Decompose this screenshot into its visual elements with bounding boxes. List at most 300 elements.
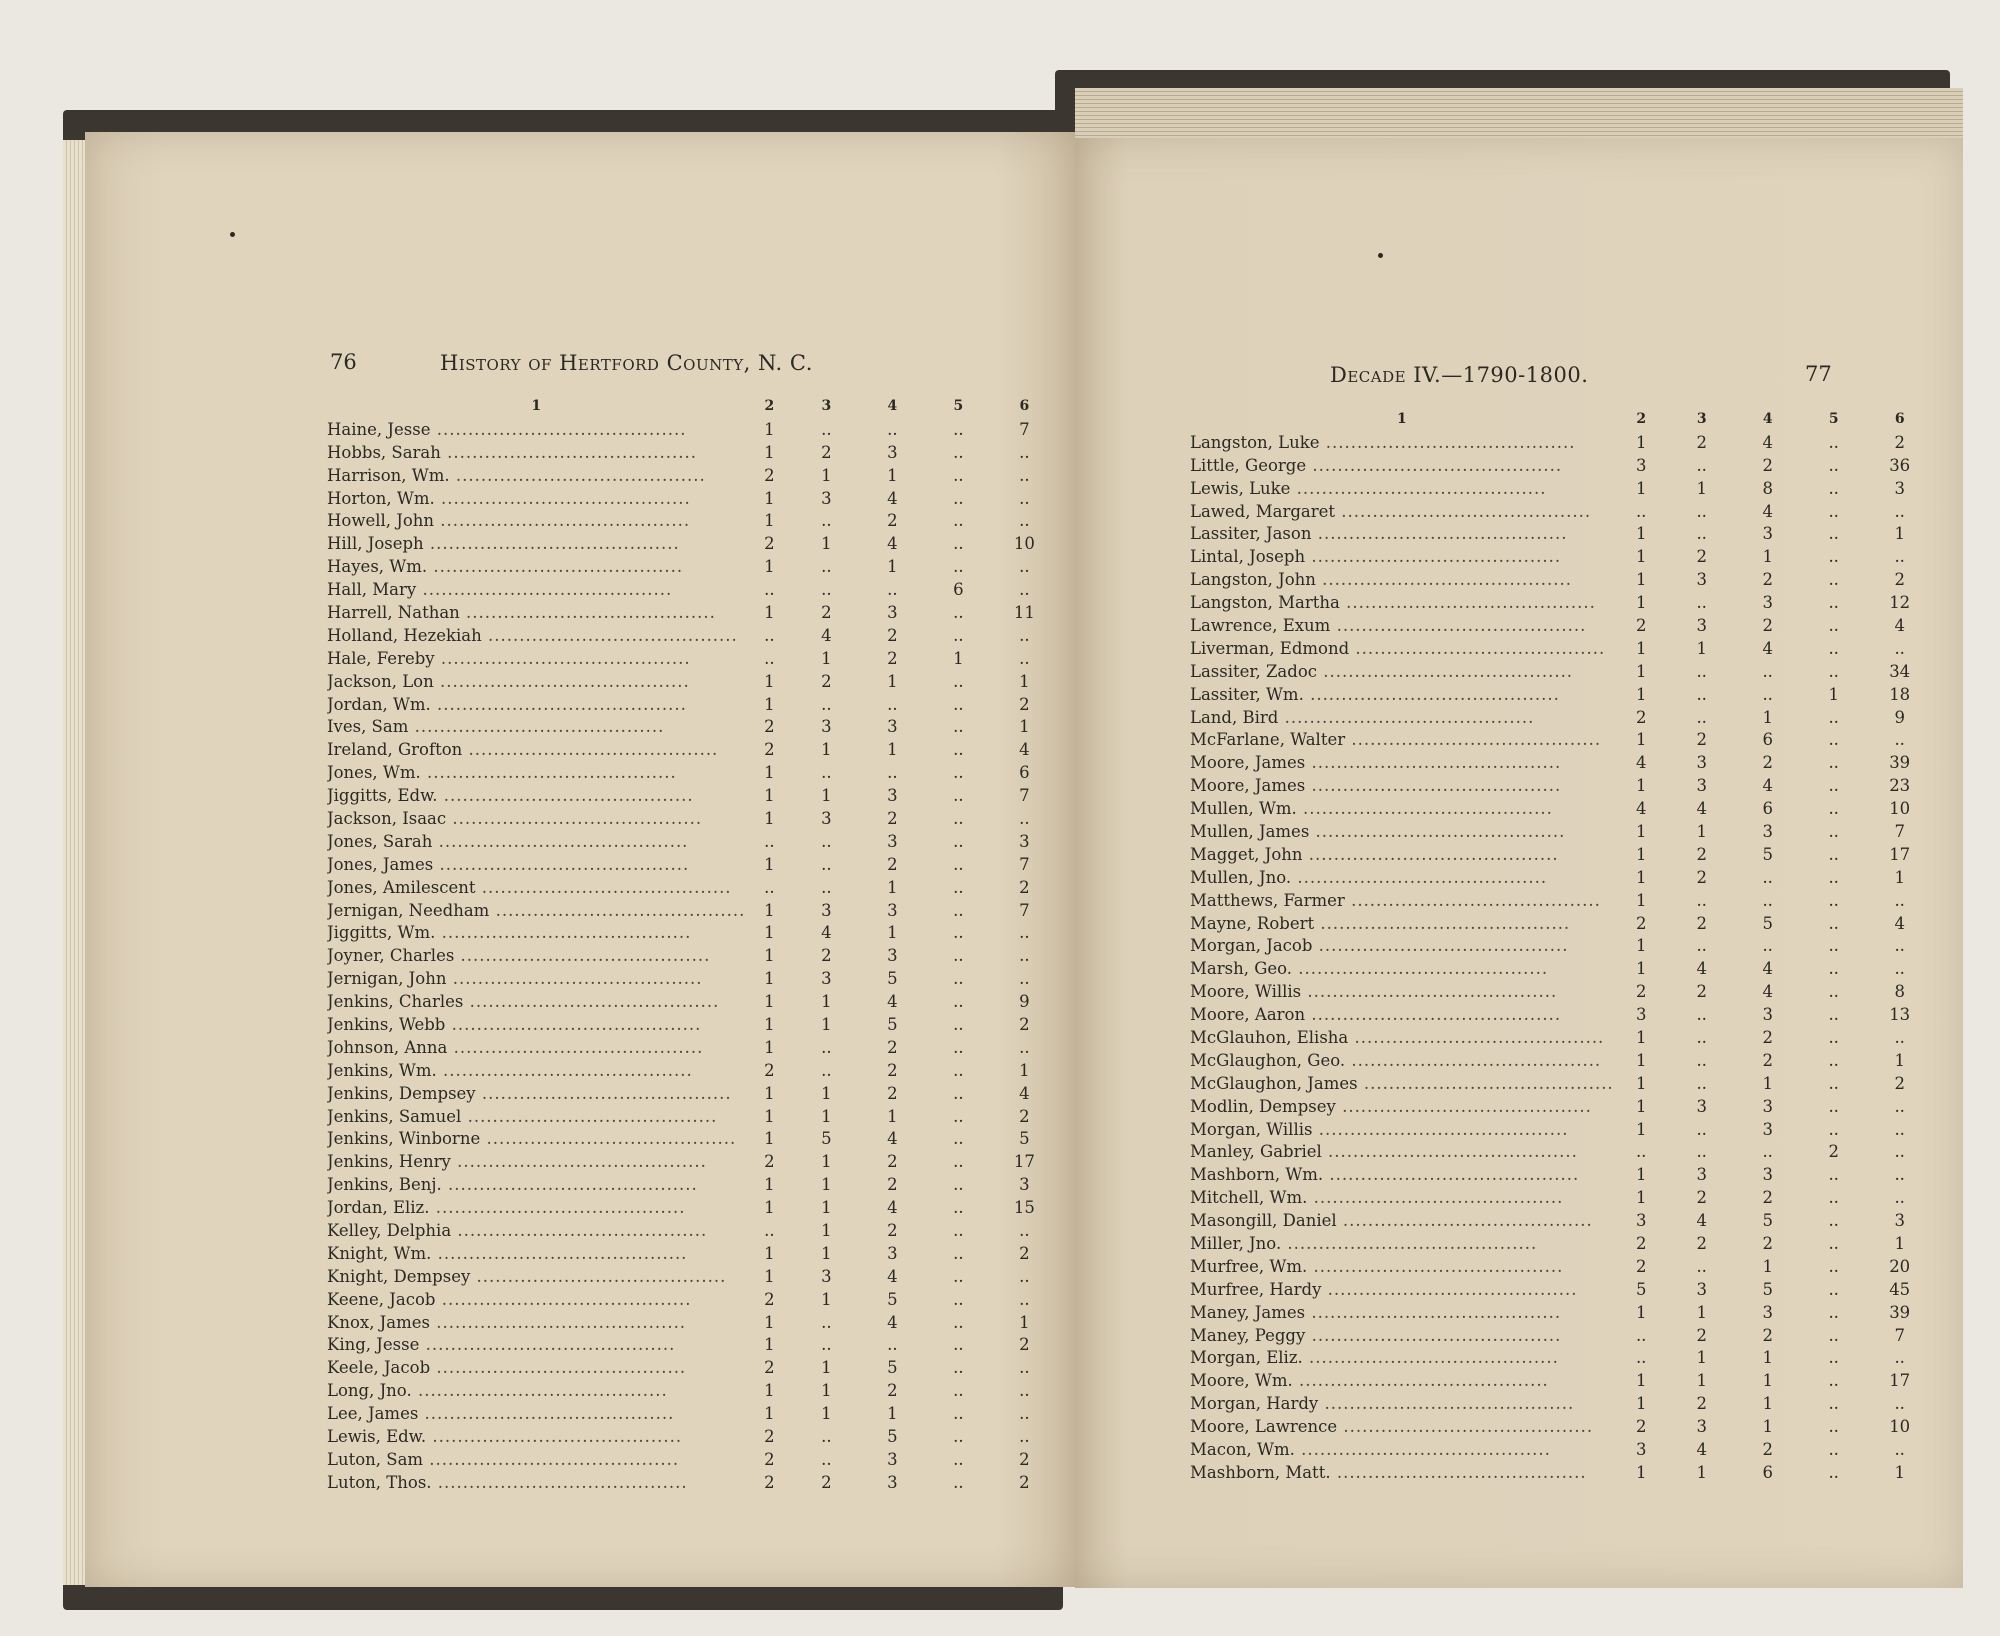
name-cell xyxy=(1190,934,1614,957)
count-cell: 15 xyxy=(1013,1198,1035,1218)
count-cell: 3 xyxy=(1696,1417,1707,1437)
count-cell: 2 xyxy=(1019,1243,1030,1263)
leader-dots: ........................................ xyxy=(1309,821,1566,841)
leader-dots: ........................................ xyxy=(1357,1073,1614,1093)
name-cell xyxy=(1190,477,1614,500)
count-cell: .. xyxy=(1894,1188,1905,1208)
person-name: Knox, James xyxy=(327,1312,431,1332)
table-row xyxy=(1190,545,1933,568)
count-cell: 4 xyxy=(887,1266,898,1286)
table-row xyxy=(1190,706,1933,729)
count-cell: 6 xyxy=(1762,1462,1773,1482)
table-row xyxy=(327,967,1057,990)
table-row xyxy=(327,944,1057,967)
column-header: 2 xyxy=(1636,411,1647,428)
name-cell xyxy=(1190,1392,1614,1415)
count-cell: 3 xyxy=(1762,593,1773,613)
count-cell: .. xyxy=(1019,557,1030,577)
count-cell: 1 xyxy=(764,1198,775,1218)
table-row xyxy=(1190,866,1933,889)
count-cell: 2 xyxy=(1019,877,1030,897)
person-name: Jackson, Lon xyxy=(327,671,434,691)
count-cell: .. xyxy=(953,969,964,989)
table-row xyxy=(327,899,1057,922)
count-cell: .. xyxy=(821,831,832,851)
table-row xyxy=(327,807,1057,830)
count-cell: 1 xyxy=(764,969,775,989)
count-cell: 1 xyxy=(1635,593,1647,613)
column-header: 3 xyxy=(1696,411,1707,428)
count-cell: 3 xyxy=(1696,570,1707,590)
count-cell: 1 xyxy=(764,1014,775,1034)
count-cell: .. xyxy=(887,580,898,600)
person-name: Haine, Jesse xyxy=(327,419,431,439)
table-row xyxy=(327,464,1057,487)
name-cell xyxy=(1190,1003,1614,1026)
person-name: Moore, Lawrence xyxy=(1190,1417,1338,1437)
name-cell xyxy=(1190,957,1614,980)
person-name: Jernigan, John xyxy=(327,969,447,989)
count-cell: .. xyxy=(1019,1381,1030,1401)
count-cell: 2 xyxy=(887,854,898,874)
person-name: Marsh, Geo. xyxy=(1190,959,1293,979)
table-row xyxy=(327,1425,1057,1448)
count-cell: 39 xyxy=(1889,753,1911,773)
count-cell: 34 xyxy=(1889,661,1911,681)
count-cell: 5 xyxy=(887,1289,898,1309)
right-page-edges xyxy=(1075,88,1963,143)
count-cell: 5 xyxy=(821,1129,832,1149)
count-cell: 1 xyxy=(887,923,898,943)
count-cell: 20 xyxy=(1889,1256,1911,1276)
count-cell: 1 xyxy=(764,946,775,966)
count-cell: 1 xyxy=(953,648,964,668)
count-cell: .. xyxy=(953,602,964,622)
name-cell xyxy=(1190,797,1614,820)
count-cell: 9 xyxy=(1019,992,1030,1012)
table-row xyxy=(1190,1049,1933,1072)
leader-dots: ........................................ xyxy=(430,1358,687,1378)
count-cell: .. xyxy=(1828,799,1839,819)
count-cell: .. xyxy=(1828,730,1839,750)
count-cell: .. xyxy=(953,1037,964,1057)
table-row xyxy=(327,1356,1057,1379)
count-cell: 39 xyxy=(1889,1302,1911,1322)
column-header: 5 xyxy=(1828,411,1839,428)
leader-dots: ........................................ xyxy=(1302,1348,1559,1368)
table-row xyxy=(327,1196,1057,1219)
table-row xyxy=(1190,797,1933,820)
leader-dots: ........................................ xyxy=(1335,1096,1592,1116)
name-cell xyxy=(1190,1118,1614,1141)
name-cell xyxy=(1190,1255,1614,1278)
count-cell: 1 xyxy=(764,442,775,462)
name-cell xyxy=(1190,728,1614,751)
count-cell: 2 xyxy=(1019,1106,1030,1126)
name-cell xyxy=(327,670,745,693)
leader-dots: ........................................ xyxy=(426,1427,683,1447)
count-cell: 1 xyxy=(764,1175,775,1195)
count-cell: 17 xyxy=(1889,1371,1911,1391)
count-cell: 1 xyxy=(821,786,832,806)
table-row xyxy=(327,1036,1057,1059)
person-name: Murfree, Wm. xyxy=(1190,1256,1308,1276)
leader-dots: ........................................ xyxy=(454,946,711,966)
name-cell xyxy=(327,487,745,510)
person-name: Moore, James xyxy=(1190,776,1306,796)
leader-dots: ........................................ xyxy=(451,1221,708,1240)
count-cell: .. xyxy=(953,1152,964,1172)
count-cell: .. xyxy=(1828,1302,1839,1322)
count-cell: 5 xyxy=(1762,844,1773,864)
leader-dots: ........................................ xyxy=(461,1106,718,1126)
count-cell: .. xyxy=(1828,1417,1839,1437)
name-cell xyxy=(327,967,745,990)
count-cell: .. xyxy=(1828,1050,1839,1070)
leader-dots: ........................................ xyxy=(1305,1005,1562,1025)
leader-dots: ........................................ xyxy=(1315,570,1572,590)
count-cell: .. xyxy=(821,1449,832,1469)
count-cell: 1 xyxy=(1019,1060,1030,1080)
person-name: McGlaughon, James xyxy=(1190,1073,1358,1093)
leader-dots: ........................................ xyxy=(1349,638,1606,658)
count-cell: 1 xyxy=(764,1381,775,1401)
leader-dots: ........................................ xyxy=(1302,844,1559,864)
name-cell xyxy=(1190,614,1614,637)
person-name: Morgan, Willis xyxy=(1190,1119,1313,1139)
count-cell: 3 xyxy=(1019,831,1030,851)
leader-dots: ........................................ xyxy=(449,465,706,485)
person-name: Lawed, Margaret xyxy=(1190,501,1336,521)
count-cell: 3 xyxy=(1696,615,1707,635)
name-cell xyxy=(327,1150,745,1173)
count-cell: 2 xyxy=(1762,570,1773,590)
leader-dots: ........................................ xyxy=(433,671,690,691)
count-cell: .. xyxy=(953,1427,964,1447)
leader-dots: ........................................ xyxy=(1278,707,1535,727)
count-cell: 1 xyxy=(764,557,775,577)
count-cell: .. xyxy=(1828,1234,1839,1253)
table-row xyxy=(327,1448,1057,1471)
name-cell xyxy=(1190,1347,1614,1370)
count-cell: 2 xyxy=(1696,1325,1707,1345)
name-cell xyxy=(327,1173,745,1196)
name-cell xyxy=(327,1334,745,1357)
count-cell: 5 xyxy=(1019,1129,1030,1149)
count-cell: .. xyxy=(1696,1073,1707,1093)
leader-dots: ........................................ xyxy=(423,1449,680,1469)
count-cell: 1 xyxy=(1635,1073,1647,1093)
table-row xyxy=(327,1105,1057,1128)
count-cell: .. xyxy=(1894,501,1905,521)
person-name: McGlauhon, Elisha xyxy=(1190,1027,1349,1047)
table-row xyxy=(327,853,1057,876)
count-cell: .. xyxy=(953,900,964,920)
person-name: Lee, James xyxy=(327,1404,419,1424)
count-cell: .. xyxy=(1828,913,1839,933)
count-cell: 1 xyxy=(764,1266,775,1286)
person-name: Maney, Peggy xyxy=(1190,1325,1306,1345)
table-row xyxy=(1190,477,1933,500)
count-cell: .. xyxy=(1762,936,1773,956)
count-cell: 1 xyxy=(821,1198,832,1218)
page-number: 76 xyxy=(330,350,357,374)
count-cell: .. xyxy=(1696,684,1707,704)
count-cell: .. xyxy=(1019,1266,1030,1286)
count-cell: .. xyxy=(821,580,832,600)
name-cell xyxy=(1190,431,1614,454)
name-cell xyxy=(327,1219,745,1242)
person-name: Howell, John xyxy=(327,511,435,531)
table-row xyxy=(327,1219,1057,1242)
leader-dots: ........................................ xyxy=(1344,890,1601,910)
count-cell: 1 xyxy=(764,488,775,508)
person-name: Mullen, James xyxy=(1190,821,1310,841)
count-cell: 1 xyxy=(1019,717,1030,737)
count-cell: .. xyxy=(1828,615,1839,635)
count-cell: .. xyxy=(1828,1325,1839,1345)
count-cell: .. xyxy=(953,740,964,760)
count-cell: .. xyxy=(1019,511,1030,531)
person-name: Langston, John xyxy=(1190,570,1316,590)
person-name: King, Jesse xyxy=(327,1335,420,1355)
name-cell xyxy=(327,1288,745,1311)
count-cell: .. xyxy=(1894,1348,1905,1368)
count-cell: 3 xyxy=(1894,478,1905,498)
count-cell: 1 xyxy=(764,511,775,531)
leader-dots: ........................................ xyxy=(420,763,677,783)
column-header: 6 xyxy=(1894,411,1905,428)
count-cell: 4 xyxy=(1762,776,1773,796)
count-cell: 2 xyxy=(887,625,898,645)
count-cell: 1 xyxy=(1635,1027,1647,1047)
table-row xyxy=(327,441,1057,464)
count-cell: 4 xyxy=(1762,982,1773,1002)
leader-dots: ........................................ xyxy=(1303,684,1560,704)
count-cell: .. xyxy=(1828,1073,1839,1093)
count-cell: .. xyxy=(887,694,898,714)
leader-dots: ........................................ xyxy=(475,877,732,897)
table-row xyxy=(327,418,1057,441)
count-cell: 4 xyxy=(1019,740,1030,760)
count-cell: .. xyxy=(887,419,898,439)
leader-dots: ........................................ xyxy=(459,602,716,622)
leader-dots: ........................................ xyxy=(1312,1119,1569,1139)
count-cell: .. xyxy=(953,1129,964,1149)
leader-dots: ........................................ xyxy=(1321,1142,1578,1162)
count-cell: .. xyxy=(1019,1289,1030,1309)
name-cell xyxy=(1190,500,1614,523)
count-cell: 3 xyxy=(1635,1005,1647,1025)
column-header: 6 xyxy=(1019,398,1030,415)
leader-dots: ........................................ xyxy=(427,557,684,577)
count-cell: 1 xyxy=(1894,1462,1905,1482)
count-cell: .. xyxy=(1828,547,1839,567)
count-cell: .. xyxy=(1019,625,1030,645)
count-cell: .. xyxy=(1696,1142,1707,1162)
person-name: Jernigan, Needham xyxy=(327,900,490,920)
count-cell: .. xyxy=(1828,707,1839,727)
person-name: Ives, Sam xyxy=(327,717,409,737)
count-cell: 1 xyxy=(764,1335,775,1355)
leader-dots: ........................................ xyxy=(1305,776,1562,796)
table-row xyxy=(1190,751,1933,774)
name-cell xyxy=(1190,706,1614,729)
count-cell: .. xyxy=(1894,1096,1905,1116)
count-cell: 1 xyxy=(887,1106,898,1126)
name-cell xyxy=(327,784,745,807)
count-cell: 3 xyxy=(1635,455,1647,475)
count-cell: 2 xyxy=(764,1427,775,1447)
count-cell: .. xyxy=(1828,821,1839,841)
count-cell: 3 xyxy=(887,1449,898,1469)
name-cell xyxy=(1190,774,1614,797)
person-name: Maney, James xyxy=(1190,1302,1306,1322)
name-cell xyxy=(327,532,745,555)
name-cell xyxy=(327,807,745,830)
count-cell: .. xyxy=(953,419,964,439)
count-cell: 2 xyxy=(1635,1417,1647,1437)
count-cell: 2 xyxy=(1696,1394,1707,1414)
count-cell: .. xyxy=(1828,638,1839,658)
count-cell: .. xyxy=(1696,501,1707,521)
count-cell: 3 xyxy=(1696,776,1707,796)
name-cell xyxy=(327,1471,745,1494)
count-cell: 1 xyxy=(821,1381,832,1401)
count-cell: 6 xyxy=(1019,763,1030,783)
name-cell xyxy=(327,464,745,487)
count-cell: 2 xyxy=(821,946,832,966)
count-cell: 10 xyxy=(1889,1417,1911,1437)
count-cell: .. xyxy=(953,488,964,508)
count-cell: 1 xyxy=(887,1404,898,1424)
count-cell: .. xyxy=(953,854,964,874)
person-name: Masongill, Daniel xyxy=(1190,1211,1337,1231)
count-cell: 4 xyxy=(1696,1211,1707,1231)
count-cell: 2 xyxy=(1635,615,1647,635)
table-row xyxy=(1190,1347,1933,1370)
count-cell: .. xyxy=(1019,488,1030,508)
table-row xyxy=(327,578,1057,601)
count-cell: 2 xyxy=(1696,1188,1707,1208)
count-cell: 2 xyxy=(1696,913,1707,933)
count-cell: .. xyxy=(953,465,964,485)
count-cell: .. xyxy=(1828,1462,1839,1482)
leader-dots: ........................................ xyxy=(446,808,703,828)
count-cell: 1 xyxy=(887,671,898,691)
table-row xyxy=(1190,1369,1933,1392)
count-cell: .. xyxy=(1019,1221,1030,1240)
table-row xyxy=(1190,522,1933,545)
count-cell: .. xyxy=(1894,1165,1905,1185)
name-cell xyxy=(1190,751,1614,774)
table-row xyxy=(1190,820,1933,843)
count-cell: 1 xyxy=(1635,867,1647,887)
count-cell: 1 xyxy=(887,465,898,485)
count-cell: 5 xyxy=(887,1427,898,1447)
count-cell: .. xyxy=(953,1243,964,1263)
name-cell xyxy=(327,990,745,1013)
count-cell: 1 xyxy=(1635,570,1647,590)
name-cell xyxy=(1190,1301,1614,1324)
person-name: Hill, Joseph xyxy=(327,534,424,554)
count-cell: .. xyxy=(1828,982,1839,1002)
count-cell: 2 xyxy=(1762,753,1773,773)
count-cell: 4 xyxy=(1762,638,1773,658)
count-cell: 4 xyxy=(1894,615,1905,635)
leader-dots: ........................................ xyxy=(431,1243,688,1263)
name-cell xyxy=(327,1082,745,1105)
leader-dots: ........................................ xyxy=(1296,799,1553,819)
count-cell: 1 xyxy=(1894,867,1905,887)
count-cell: .. xyxy=(953,1335,964,1355)
count-cell: .. xyxy=(1696,1005,1707,1025)
count-cell: 2 xyxy=(1762,1188,1773,1208)
count-cell: 2 xyxy=(1635,707,1647,727)
name-cell xyxy=(327,1311,745,1334)
count-cell: .. xyxy=(953,671,964,691)
count-cell: .. xyxy=(953,1175,964,1195)
person-name: Manley, Gabriel xyxy=(1190,1142,1322,1162)
person-name: Moore, Willis xyxy=(1190,982,1302,1002)
table-row xyxy=(1190,934,1933,957)
count-cell: .. xyxy=(953,1381,964,1401)
count-cell: 2 xyxy=(764,1152,775,1172)
table-row xyxy=(327,1128,1057,1151)
table-row xyxy=(327,990,1057,1013)
count-cell: 4 xyxy=(1762,959,1773,979)
leader-dots: ........................................ xyxy=(1305,1302,1562,1322)
table-row xyxy=(1190,1392,1933,1415)
person-name: McGlaughon, Geo. xyxy=(1190,1050,1346,1070)
leader-dots: ........................................ xyxy=(489,900,746,920)
count-cell: .. xyxy=(1696,1256,1707,1276)
count-cell: 5 xyxy=(887,1014,898,1034)
table-row xyxy=(1190,1186,1933,1209)
column-header: 2 xyxy=(764,398,775,415)
table-row xyxy=(327,532,1057,555)
count-cell: 4 xyxy=(887,534,898,554)
person-name: Lewis, Luke xyxy=(1190,478,1291,498)
table-row xyxy=(327,1242,1057,1265)
leader-dots: ........................................ xyxy=(1336,1211,1593,1231)
count-cell: 5 xyxy=(1635,1279,1647,1299)
count-cell: 1 xyxy=(821,992,832,1012)
count-cell: 3 xyxy=(887,1243,898,1263)
table-row xyxy=(327,830,1057,853)
name-cell xyxy=(1190,843,1614,866)
count-cell: .. xyxy=(1019,442,1030,462)
count-cell: .. xyxy=(821,1037,832,1057)
leader-dots: ........................................ xyxy=(445,1014,702,1034)
count-cell: 45 xyxy=(1889,1279,1911,1299)
person-name: Magget, John xyxy=(1190,844,1303,864)
count-cell: .. xyxy=(1696,707,1707,727)
table-row xyxy=(1190,1118,1933,1141)
name-cell xyxy=(327,418,745,441)
count-cell: 1 xyxy=(764,1037,775,1057)
table-row xyxy=(327,1402,1057,1425)
name-cell xyxy=(327,601,745,624)
count-cell: .. xyxy=(1828,661,1839,681)
count-cell: 3 xyxy=(821,717,832,737)
name-cell xyxy=(327,624,745,647)
count-cell: .. xyxy=(1894,1027,1905,1047)
count-cell: .. xyxy=(953,992,964,1012)
count-cell: 5 xyxy=(887,969,898,989)
leader-dots: ........................................ xyxy=(480,1129,737,1149)
count-cell: .. xyxy=(1019,1404,1030,1424)
